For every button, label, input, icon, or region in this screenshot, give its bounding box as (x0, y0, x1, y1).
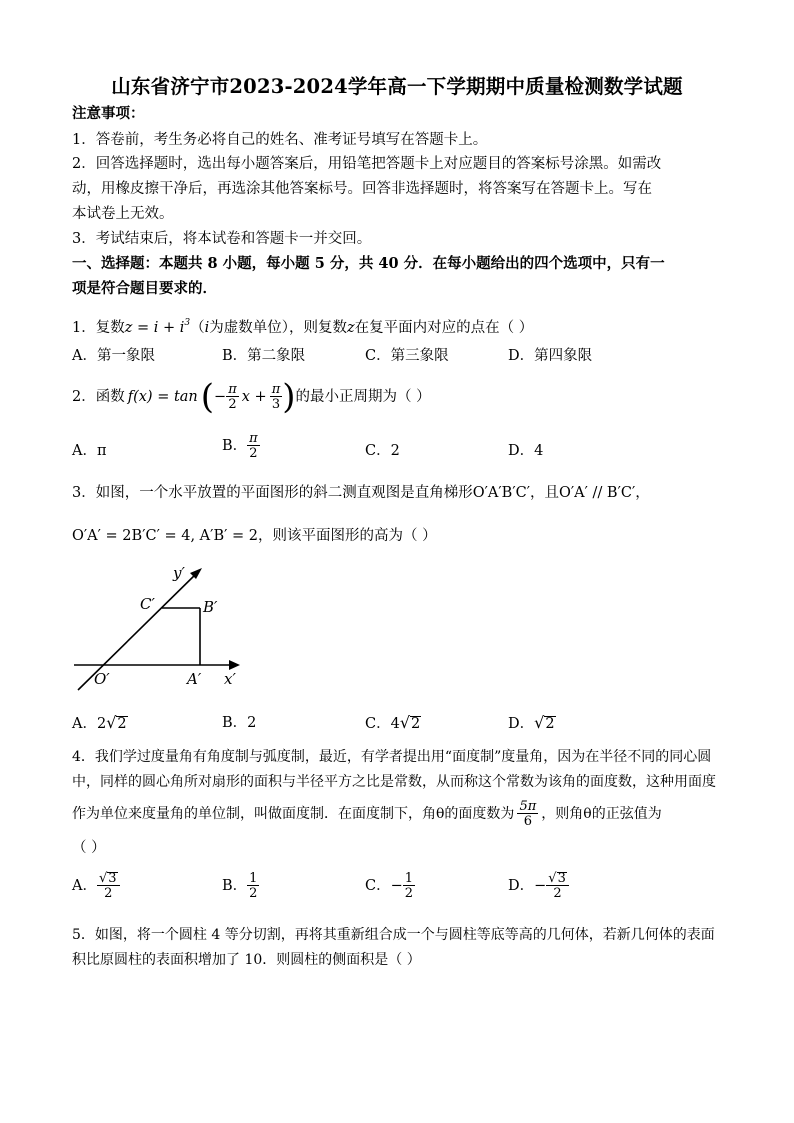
q1-formula: z = i + i (124, 320, 185, 336)
note-3: 3．考试结束后，将本试卷和答题卡一并交回。 (72, 231, 372, 247)
question-3-line-2: O′A′ = 2B′C′ = 4, A′B′ = 2，则该平面图形的高为（ ） (72, 528, 437, 544)
label-c-prime: C′ (140, 595, 155, 613)
q4-line-3-suffix: ，则角θ的正弦值为 (541, 806, 662, 822)
q2-mid: x + (241, 389, 267, 405)
q3-option-d (508, 713, 556, 734)
q1-stem-mid: 为虚数单位），则复数 (209, 320, 348, 336)
q2-fraction-1: $\frac{\pi}{2}$ (228, 382, 237, 412)
q3-option-a-label: A． (72, 716, 97, 732)
q2-stem-suffix: 的最小正周期为（ ） (295, 389, 431, 405)
q1-exponent: 3 (184, 318, 191, 328)
q3-option-a (72, 713, 128, 734)
q4-option-b (222, 872, 259, 900)
q4-option-d-fraction: $\frac{√3}{2}$ (546, 872, 569, 900)
oblique-projection-figure (70, 560, 250, 695)
q4-option-d-label: D．− (508, 878, 547, 894)
q1-option-a: A．第一象限 (72, 348, 155, 364)
note-1: 1．答卷前，考生务必将自己的姓名、准考证号填写在答题卡上。 (72, 132, 488, 148)
q4-option-b-label: B． (222, 878, 248, 894)
q1-z: z (347, 320, 355, 336)
q1-paren: （ (190, 320, 205, 336)
q4-option-d (508, 872, 569, 900)
q4-fraction: $\frac{5\pi}{6}$ (519, 799, 537, 829)
q1-option-b: B．第二象限 (222, 348, 306, 364)
label-o-prime: O′ (94, 670, 110, 688)
question-4-line-1: 4．我们学过度量角有角度制与弧度制，最近，有学者提出用“面度制”度量角，因为在半径不同的同心圆 (72, 749, 712, 765)
q3-option-c-radicand: 2 (411, 716, 421, 732)
q3-option-d-radicand: 2 (545, 716, 555, 732)
q2-function: f(x) = tan (127, 389, 198, 405)
q4-option-c-label: C．− (365, 878, 403, 894)
label-y-prime: y′ (173, 564, 185, 582)
note-2-line-1: 2．回答选择题时，选出每小题答案后，用铅笔把答题卡上对应题目的答案标号涂黑。如需改 (72, 156, 662, 172)
q1-stem-suffix: 在复平面内对应的点在（ ） (354, 320, 534, 336)
question-4-line-2: 中，同样的圆心角所对扇形的面积与半径平方之比是常数，从而称这个常数为该角的面度数，这种用面度 (72, 774, 716, 790)
page-title: 山东省济宁市2023-2024学年高一下学期期中质量检测数学试题 (111, 75, 683, 98)
q2-option-b-label: B． (222, 438, 248, 454)
q3-option-c (365, 713, 421, 734)
q3-option-b: B．2 (222, 715, 257, 731)
q2-right-paren: ) (282, 377, 296, 417)
question-3-line-1: 3．如图，一个水平放置的平面图形的斜二测直观图是直角梯形O′A′B′C′，且O′A′ // B′C′， (72, 485, 650, 501)
label-a-prime: A′ (187, 670, 202, 688)
q4-option-c-fraction: $\frac{1}{2}$ (404, 871, 414, 901)
notes-heading: 注意事项： (72, 105, 145, 122)
q3-option-d-label: D． (508, 716, 535, 732)
section-1-heading-line-2: 项是符合题目要求的． (72, 280, 217, 297)
q3-option-c-coef: 4 (390, 716, 400, 732)
q2-option-d: D．4 (508, 443, 544, 459)
label-b-prime: B′ (203, 598, 218, 616)
q1-stem-prefix: 1．复数 (72, 320, 125, 336)
q2-fraction-2: $\frac{\pi}{3}$ (271, 382, 281, 412)
q2-minus: − (214, 389, 227, 405)
question-2-stem (72, 377, 431, 417)
note-2-line-3: 本试卷上无效。 (72, 206, 174, 222)
q3-option-c-label: C． (365, 716, 391, 732)
q4-line-3-prefix: 作为单位来度量角的单位制，叫做面度制．在面度制下，角θ的面度数为 (72, 806, 515, 822)
q2-option-b-fraction: $\frac{\pi}{2}$ (249, 431, 258, 461)
question-4-line-3 (72, 800, 662, 828)
sqrt-icon: √ (399, 713, 411, 732)
sqrt-icon: √ (534, 713, 545, 732)
q2-option-a: A．π (72, 443, 107, 459)
q1-option-c: C．第三象限 (365, 348, 449, 364)
q2-option-b (222, 432, 260, 460)
label-x-prime: x′ (224, 670, 236, 688)
q1-i: i (204, 320, 210, 336)
x-axis-arrow-icon (229, 660, 240, 670)
q2-option-c: C．2 (365, 443, 400, 459)
q4-option-c (365, 872, 415, 900)
q4-option-a-label: A． (72, 878, 97, 894)
q2-stem-prefix: 2．函数 (72, 389, 125, 405)
question-5-line-2: 积比原圆柱的表面积增加了 10．则圆柱的侧面积是（ ） (72, 952, 421, 968)
q1-option-d: D．第四象限 (508, 348, 593, 364)
section-1-heading-line-1: 一、选择题：本题共 8 小题，每小题 5 分，共 40 分．在每小题给出的四个选项中，只有一 (72, 255, 665, 272)
question-5-line-1: 5．如图，将一个圆柱 4 等分切割，再将其重新组合成一个与圆柱等底等高的几何体，若新几何体的表面 (72, 927, 715, 943)
q4-option-a-fraction: $\frac{√3}{2}$ (97, 872, 120, 900)
note-2-line-2: 动，用橡皮擦干净后，再选涂其他答案标号。回答非选择题时，将答案写在答题卡上。写在 (72, 181, 652, 197)
q2-left-paren: ( (200, 377, 215, 417)
question-4-line-4: （ ） (72, 840, 106, 856)
q3-option-a-coef: 2 (96, 716, 107, 732)
q4-option-a (72, 872, 120, 900)
q4-option-b-fraction: $\frac{1}{2}$ (249, 871, 258, 901)
question-1-stem (72, 313, 533, 338)
sqrt-icon: √ (106, 713, 117, 732)
q3-option-a-radicand: 2 (117, 716, 127, 732)
